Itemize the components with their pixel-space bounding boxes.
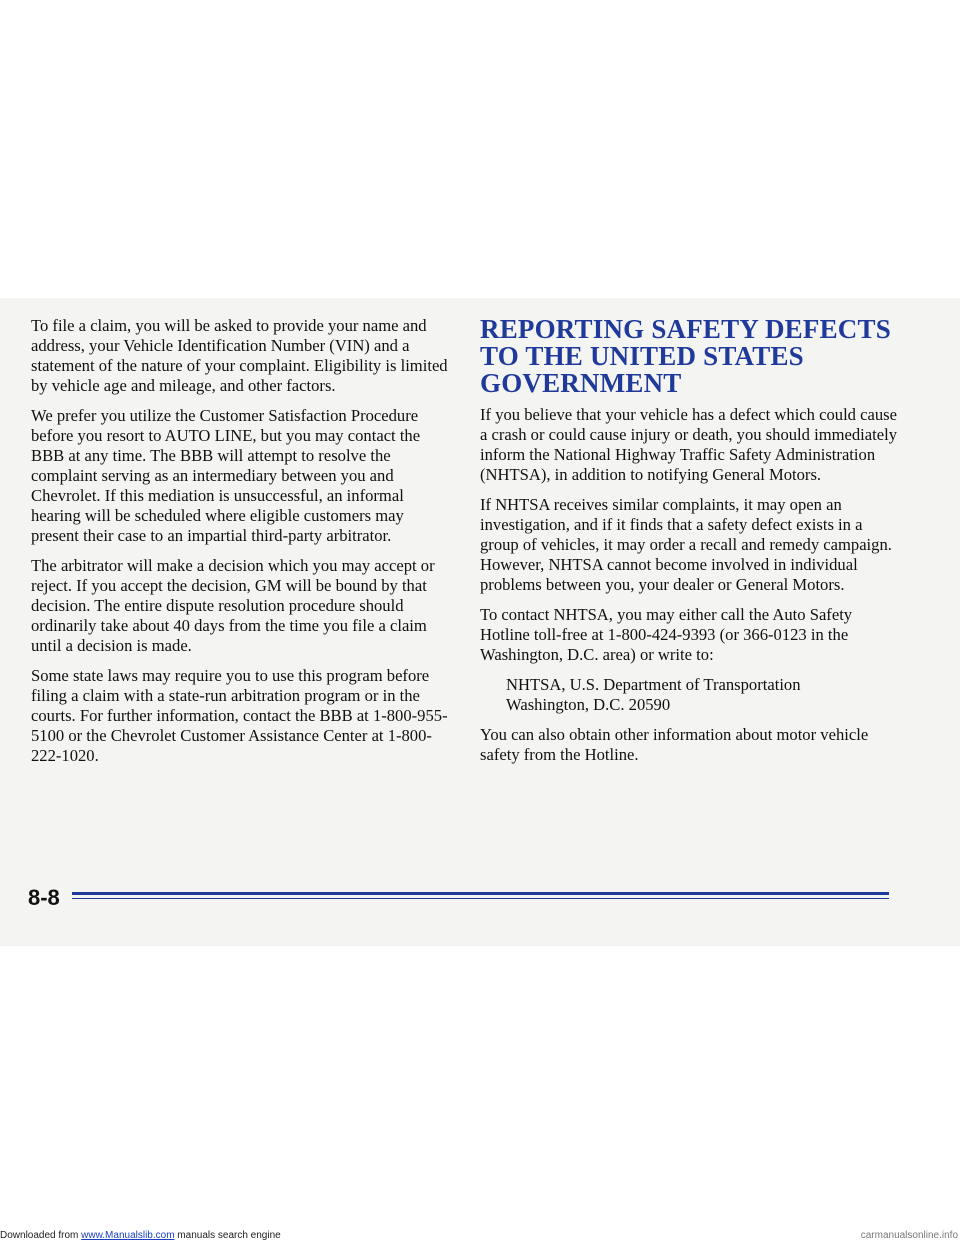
left-column: [31, 316, 449, 776]
manual-page: [0, 298, 960, 946]
paragraph-file-claim: To file a claim, you will be asked to provide your name and address, your Vehicle Identification Number (VIN) and a statement of the nature of your complaint. Eligibility is limited by vehicle age and mileage, and other factors.: [31, 316, 448, 395]
paragraph-customer-satisfaction: We prefer you utilize the Customer Satisfaction Procedure before you resort to AUTO LINE, but you may contact the BBB at any time. The BBB will attempt to resolve the complaint serving as an intermediary between you and Chevrolet. If this mediation is unsuccessful, an informal hearing will be scheduled where eligible customers may present their case to an impartial third-party arbitrator.: [31, 406, 421, 545]
nhtsa-address: [480, 675, 898, 715]
download-suffix: manuals search engine: [174, 1230, 281, 1241]
address-line-1: NHTSA, U.S. Department of Transportation: [506, 675, 801, 694]
paragraph-believe-defect: If you believe that your vehicle has a defect which could cause a crash or could cause injury or death, you should immediately inform the National Highway Traffic Safety Administration (NHTSA), in addition to notifying General Motors.: [480, 405, 898, 484]
download-prefix: Downloaded from: [0, 1230, 82, 1241]
right-column: [480, 316, 898, 775]
download-notice: [0, 1230, 281, 1242]
watermark-text: carmanualsonline.info: [860, 1230, 958, 1241]
paragraph-state-laws: Some state laws may require you to use this program before filing a claim with a state-run arbitration program or in the courts. For further information, contact the BBB at 1-800-955-5100 or the Chevrolet Customer Assistance Center at 1-800-222-1020.: [31, 666, 448, 765]
footer-rule-thin: [72, 898, 889, 899]
paragraph-arbitrator-decision: The arbitrator will make a decision which you may accept or reject. If you accept the decision, GM will be bound by that decision. The entire dispute resolution procedure should ordinarily take about 40 days from the time you file a claim until a decision is made.: [31, 556, 435, 655]
paragraph-contact-nhtsa: To contact NHTSA, you may either call the Auto Safety Hotline toll-free at 1-800-424-9393 (or 366-0123 in the Washington, D.C. area) or write to:: [480, 605, 853, 664]
footer-rule-thick: [72, 892, 889, 895]
paragraph-hotline-info: You can also obtain other information about motor vehicle safety from the Hotline.: [480, 725, 869, 764]
section-heading: REPORTING SAFETY DEFECTS TO THE UNITED STATES GOVERNMENT: [480, 314, 891, 398]
paragraph-nhtsa-complaints: If NHTSA receives similar complaints, it may open an investigation, and if it finds that a safety defect exists in a group of vehicles, it may order a recall and remedy campaign. However, NHTSA cannot become involved in individual problems between you, your dealer or General Motors.: [480, 495, 892, 594]
download-footer: [0, 1230, 960, 1242]
manualslib-link[interactable]: www.Manualslib.com: [81, 1230, 175, 1241]
address-line-2: Washington, D.C. 20590: [506, 695, 671, 714]
page-number: 8-8: [28, 885, 60, 910]
